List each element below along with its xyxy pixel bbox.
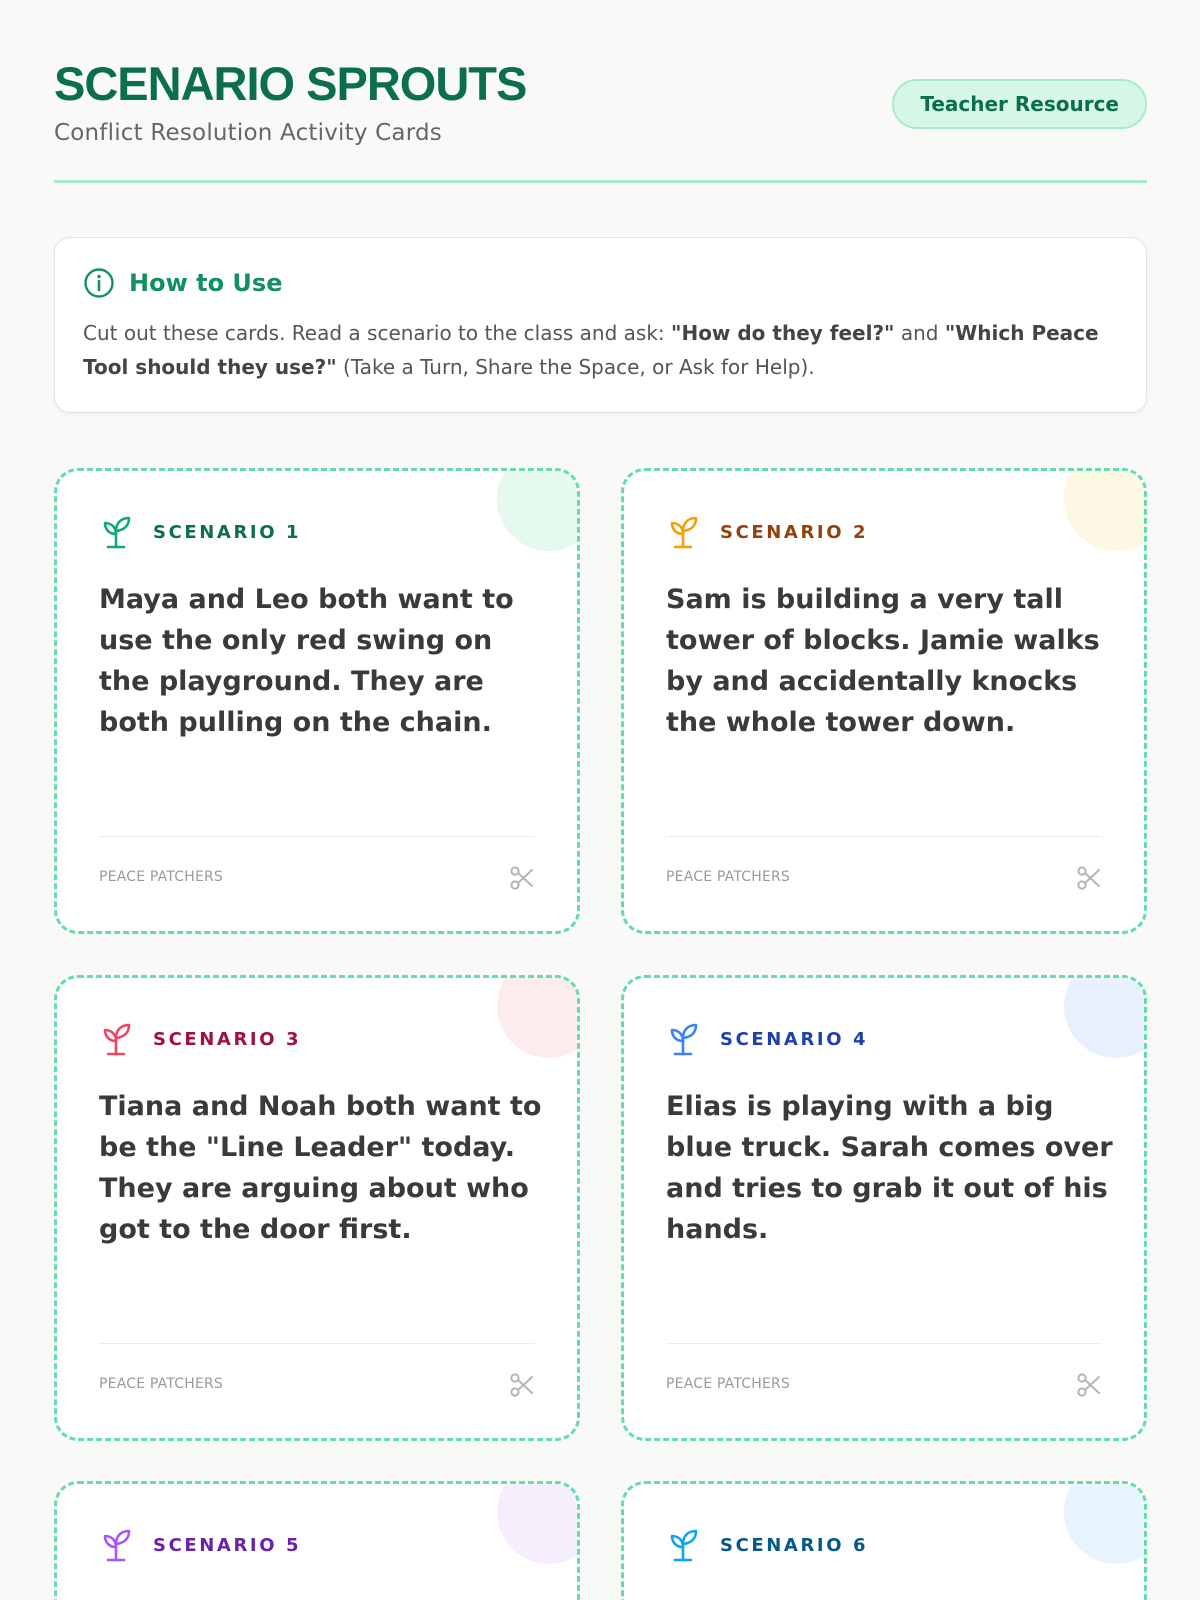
sprout-icon <box>666 514 702 550</box>
scenario-card <box>54 1481 580 1600</box>
scissors-icon <box>1076 865 1102 891</box>
scenario-card <box>54 975 580 1441</box>
footer-brand: PEACE PATCHERS <box>99 1376 224 1392</box>
info-icon <box>83 267 115 299</box>
page-subtitle: Conflict Resolution Activity Cards <box>54 120 442 146</box>
sprout-icon <box>666 1021 702 1057</box>
sprout-icon <box>666 1527 702 1563</box>
card-decoration <box>1064 1481 1147 1564</box>
card-decoration <box>497 468 580 551</box>
card-footer <box>99 836 535 896</box>
footer-brand: PEACE PATCHERS <box>99 869 224 885</box>
footer-brand: PEACE PATCHERS <box>666 1376 791 1392</box>
scenario-label: SCENARIO 6 <box>720 1534 869 1556</box>
how-to-use-title: How to Use <box>129 269 283 297</box>
scenario-label: SCENARIO 2 <box>720 521 869 543</box>
card-decoration <box>497 1481 580 1564</box>
scenario-label: SCENARIO 5 <box>153 1534 302 1556</box>
sprout-icon <box>99 1527 135 1563</box>
scenario-text: Sam is building a very tall tower of blocks. Jamie walks by and accidentally knocks the whole tower down. <box>666 584 1100 738</box>
card-footer <box>666 1343 1102 1403</box>
card-decoration <box>1064 468 1147 551</box>
scenario-card <box>621 975 1147 1441</box>
sprout-icon <box>99 514 135 550</box>
scenario-card <box>54 468 580 934</box>
scenario-text: Tiana and Noah both want to be the "Line Leader" today. They are arguing about who got to the door first. <box>99 1091 542 1245</box>
page-header <box>54 58 1147 184</box>
scenario-card <box>621 1481 1147 1600</box>
how-to-use-panel <box>54 237 1147 413</box>
scenario-text: Elias is playing with a big blue truck. Sarah comes over and tries to grab it out of his hands. <box>666 1091 1113 1245</box>
scissors-icon <box>509 865 535 891</box>
how-to-use-text: Cut out these cards. Read a scenario to the class and ask: "How do they feel?" and "Which Peace Tool should they use?" (Take a Turn, Share the Space, or Ask for Help). <box>83 321 1099 379</box>
card-footer <box>666 836 1102 896</box>
teacher-resource-badge: Teacher Resource <box>892 79 1147 129</box>
scenario-label: SCENARIO 4 <box>720 1028 869 1050</box>
card-footer <box>99 1343 535 1403</box>
scenario-text: Maya and Leo both want to use the only red swing on the playground. They are both pulling on the chain. <box>99 584 514 738</box>
scissors-icon <box>509 1372 535 1398</box>
footer-brand: PEACE PATCHERS <box>666 869 791 885</box>
scenario-label: SCENARIO 3 <box>153 1028 302 1050</box>
sprout-icon <box>99 1021 135 1057</box>
card-decoration <box>1064 975 1147 1058</box>
header-divider <box>54 180 1147 183</box>
card-decoration <box>497 975 580 1058</box>
page-title: SCENARIO SPROUTS <box>54 57 527 110</box>
scissors-icon <box>1076 1372 1102 1398</box>
scenario-card <box>621 468 1147 934</box>
scenario-label: SCENARIO 1 <box>153 521 302 543</box>
